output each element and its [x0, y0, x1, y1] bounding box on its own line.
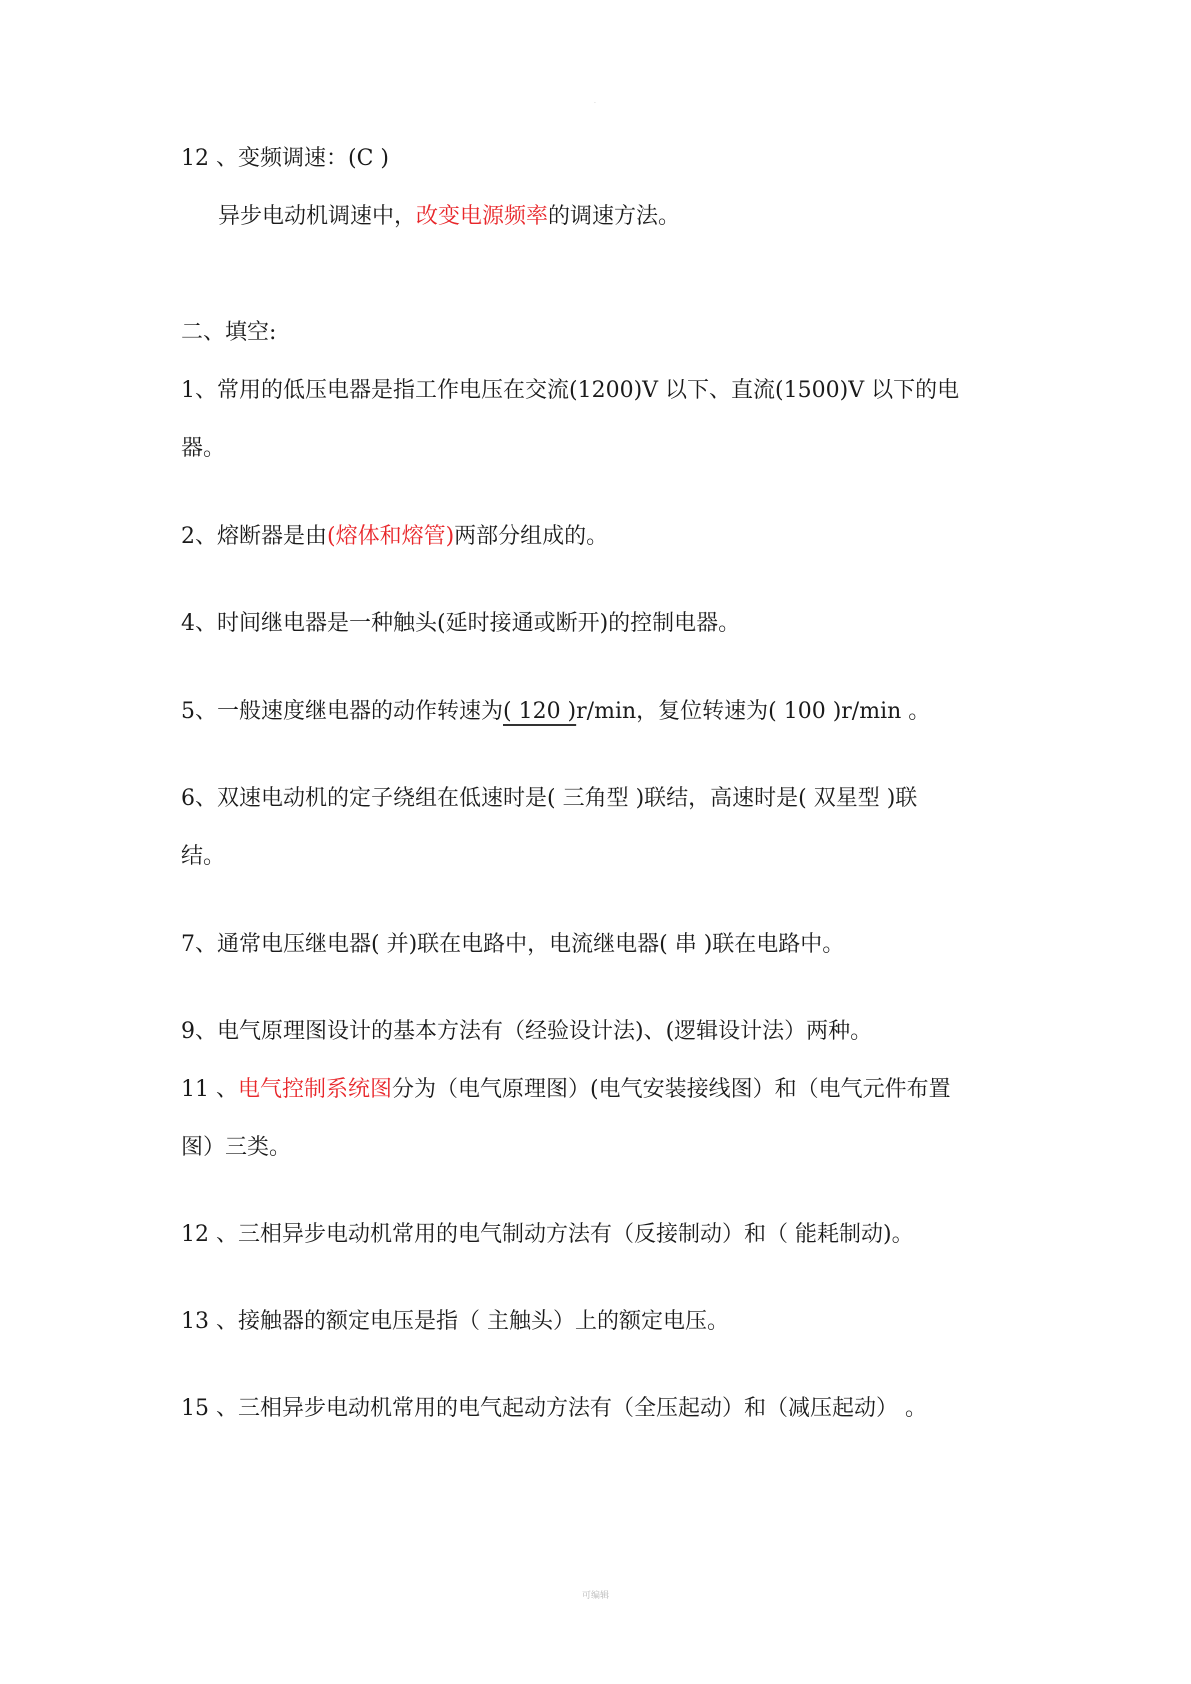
fill-15: 15 、三相异步电动机常用的电气起动方法有（全压起动）和（减压起动） 。 [181, 1396, 927, 1421]
fill-11-text-b: 分为（电气原理图）(电气安装接线图）和（电气元件布置 [392, 1077, 951, 1102]
fill-11-line-1 [181, 1075, 951, 1105]
fill-2-highlight: (熔体和熔管) [327, 524, 455, 549]
fill-12: 12 、三相异步电动机常用的电气制动方法有（反接制动）和（ 能耗制动)。 [181, 1222, 914, 1247]
fill-1-line-2: 器。 [181, 436, 226, 461]
q12-desc-text-a: 异步电动机调速中， [218, 204, 417, 229]
fill-11-text-a: 11 、 [181, 1077, 238, 1102]
question-12-description [218, 202, 680, 232]
question-12-choice: 12 、变频调速：(C ) [181, 146, 389, 171]
section-title-fill-blank: 二、填空: [181, 320, 277, 345]
fill-5-text-c: r/min，复位转速为( 100 )r/min 。 [576, 699, 931, 724]
fill-5-answer: ( 120 ) [503, 699, 577, 724]
fill-5-text-a: 5、一般速度继电器的动作转速为 [181, 699, 503, 724]
fill-4: 4、时间继电器是一种触头(延时接通或断开)的控制电器。 [181, 611, 741, 636]
fill-11-line-2: 图）三类。 [181, 1135, 292, 1160]
fill-9: 9、电气原理图设计的基本方法有（经验设计法)、(逻辑设计法）两种。 [181, 1019, 873, 1044]
fill-13: 13 、接触器的额定电压是指（ 主触头）上的额定电压。 [181, 1309, 729, 1334]
fill-2 [181, 522, 608, 552]
q12-desc-highlight: 改变电源频率 [416, 204, 549, 229]
fill-5 [181, 697, 930, 727]
fill-1-line-1: 1、常用的低压电器是指工作电压在交流(1200)V 以下、直流(1500)V 以下的电 [181, 378, 960, 403]
fill-6-line-1: 6、双速电动机的定子绕组在低速时是( 三角型 )联结，高速时是( 双星型 )联 [181, 786, 918, 811]
fill-7: 7、通常电压继电器( 并)联在电路中，电流继电器( 串 )联在电路中。 [181, 932, 845, 957]
fill-6-line-2: 结。 [181, 844, 226, 869]
fill-11-highlight: 电气控制系统图 [238, 1077, 393, 1102]
page-footer: 可编辑 [581, 1591, 609, 1601]
q12-desc-text-b: 的调速方法。 [548, 204, 681, 229]
fill-2-text-a: 2、熔断器是由 [181, 524, 327, 549]
fill-2-text-b: 两部分组成的。 [454, 524, 609, 549]
header-mark: · [594, 100, 596, 107]
